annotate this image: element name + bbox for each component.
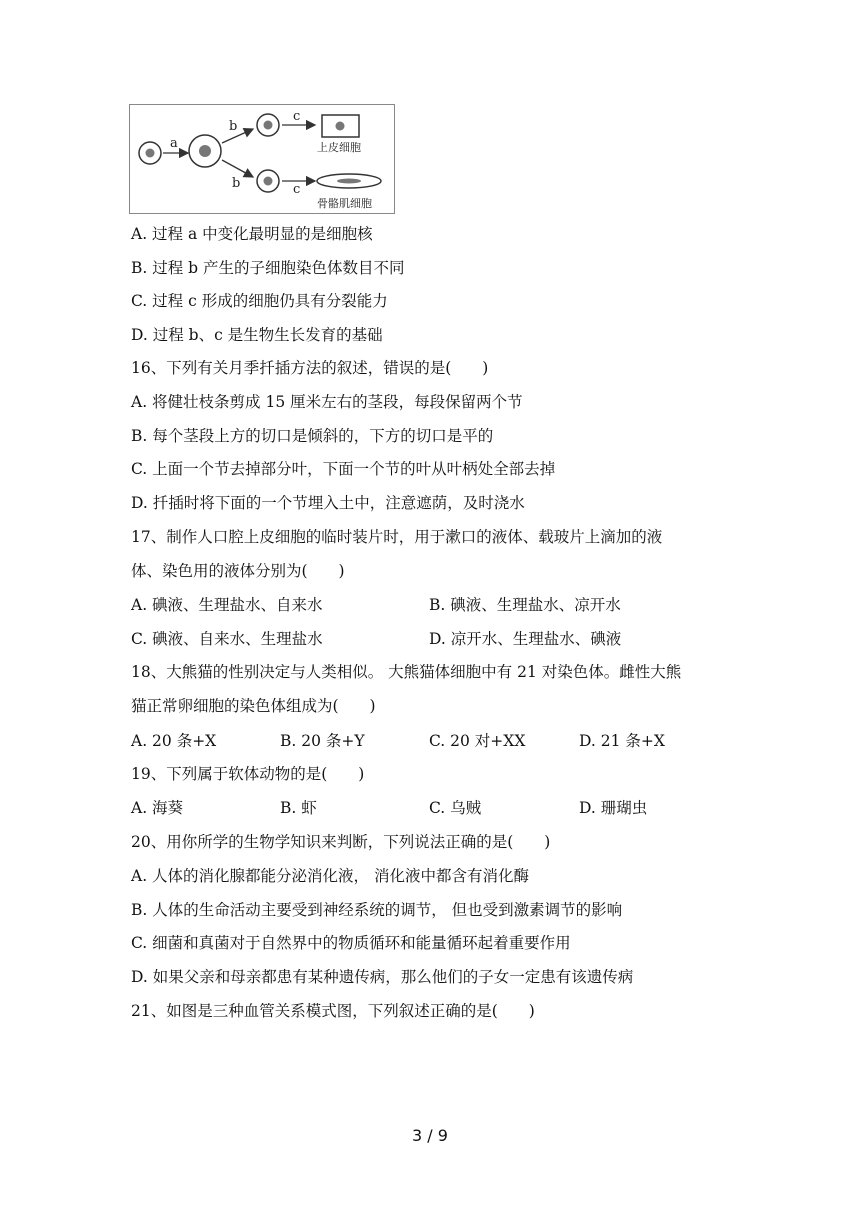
epithelial-cell (322, 115, 359, 137)
q17-option-a: A. 碘液、生理盐水、自来水 (131, 596, 323, 614)
q20-stem: 20、用你所学的生物学知识来判断，下列说法正确的是( ) (131, 833, 551, 851)
q20-option-a: A. 人体的消化腺都能分泌消化液， 消化液中都含有消化酶 (131, 867, 529, 885)
skeletal-muscle-cell (317, 174, 381, 188)
daughter-cell-bottom (257, 170, 279, 192)
original-cell (139, 142, 161, 164)
arrow-b-top (222, 129, 253, 143)
q17-option-b: B. 碘液、生理盐水、凉开水 (429, 596, 621, 614)
label-epithelial: 上皮细胞 (317, 141, 361, 154)
arrow-b-bottom (222, 160, 253, 177)
q19-stem: 19、下列属于软体动物的是( ) (131, 765, 365, 783)
q17-option-d: D. 凉开水、生理盐水、碘液 (429, 630, 622, 648)
q18-option-a: A. 20 条+X (131, 732, 217, 750)
q18-option-c: C. 20 对+XX (429, 732, 526, 750)
daughter-cell-top (257, 114, 279, 136)
q18-stem-line1: 18、大熊猫的性别决定与人类相似。 大熊猫体细胞中有 21 对染色体。雌性大熊 (131, 663, 682, 681)
q15-option-a: A. 过程 a 中变化最明显的是细胞核 (131, 225, 373, 243)
q16-option-d: D. 扦插时将下面的一个节埋入土中，注意遮荫，及时浇水 (131, 494, 525, 512)
q20-option-c: C. 细菌和真菌对于自然界中的物质循环和能量循环起着重要作用 (131, 934, 571, 952)
q15-option-c: C. 过程 c 形成的细胞仍具有分裂能力 (131, 292, 388, 310)
q16-option-a: A. 将健壮枝条剪成 15 厘米左右的茎段，每段保留两个节 (131, 393, 523, 411)
q15-option-b: B. 过程 b 产生的子细胞染色体数目不同 (131, 259, 405, 277)
q19-option-b: B. 虾 (280, 799, 317, 817)
q17-option-c: C. 碘液、自来水、生理盐水 (131, 630, 323, 648)
q18-stem-line2: 猫正常卵细胞的染色体组成为( ) (131, 697, 376, 715)
label-skeletal-muscle: 骨骼肌细胞 (317, 197, 372, 210)
enlarged-cell (189, 135, 221, 167)
q17-stem-line1: 17、制作人口腔上皮细胞的临时装片时，用于漱口的液体、载玻片上滴加的液 (131, 528, 663, 546)
q15-option-d: D. 过程 b、c 是生物生长发育的基础 (131, 326, 383, 344)
page-number: 3 / 9 (412, 1126, 448, 1145)
q19-option-d: D. 珊瑚虫 (579, 799, 648, 817)
q17-stem-line2: 体、染色用的液体分别为( ) (131, 562, 345, 580)
label-a: a (170, 136, 178, 151)
q21-stem: 21、如图是三种血管关系模式图，下列叙述正确的是( ) (131, 1002, 535, 1020)
label-b-top: b (229, 119, 238, 134)
cell-process-svg (130, 105, 396, 215)
q20-option-d: D. 如果父亲和母亲都患有某种遗传病，那么他们的子女一定患有该遗传病 (131, 968, 634, 986)
label-c-top: c (293, 109, 301, 124)
q16-option-b: B. 每个茎段上方的切口是倾斜的，下方的切口是平的 (131, 427, 494, 445)
label-c-bottom: c (293, 182, 301, 197)
q18-option-b: B. 20 条+Y (280, 732, 365, 750)
q16-option-c: C. 上面一个节去掉部分叶，下面一个节的叶从叶柄处全部去掉 (131, 460, 556, 478)
cell-process-diagram (129, 104, 395, 214)
q18-option-d: D. 21 条+X (579, 732, 665, 750)
label-b-bottom: b (232, 176, 241, 191)
q19-option-c: C. 乌贼 (429, 799, 482, 817)
q16-stem: 16、下列有关月季扦插方法的叙述，错误的是( ) (131, 359, 489, 377)
q20-option-b: B. 人体的生命活动主要受到神经系统的调节， 但也受到激素调节的影响 (131, 901, 623, 919)
q19-option-a: A. 海葵 (131, 799, 184, 817)
